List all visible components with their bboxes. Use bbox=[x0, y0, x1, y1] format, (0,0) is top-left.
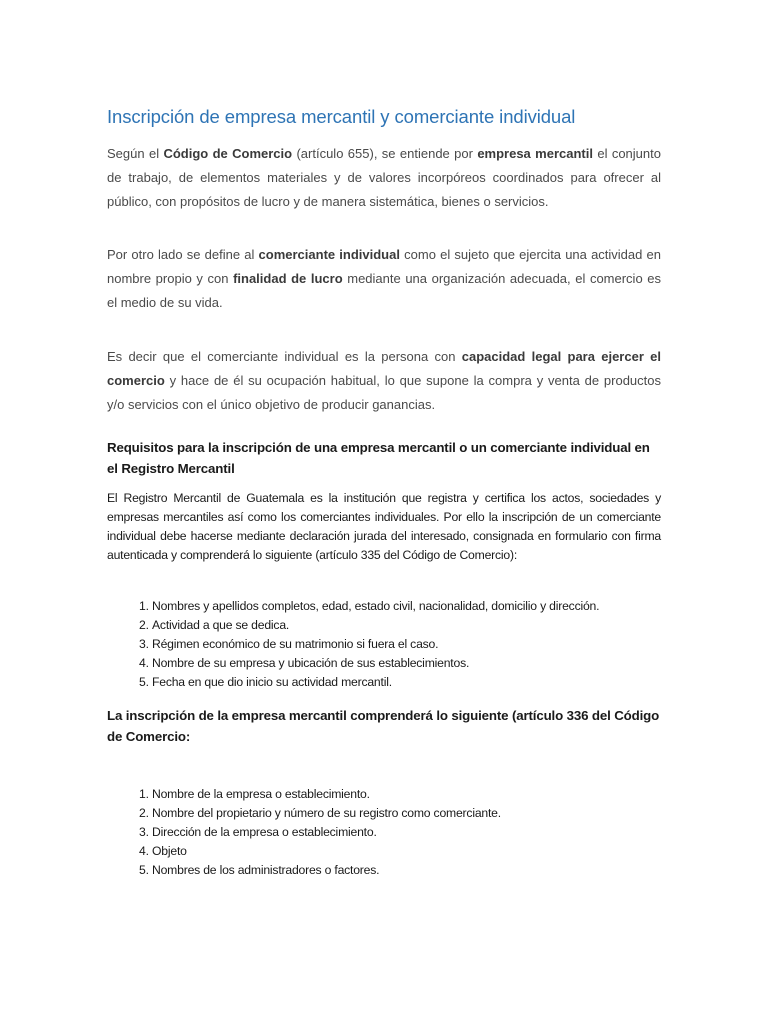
intro-paragraph-2 bbox=[107, 243, 661, 315]
intro-paragraph-1 bbox=[107, 142, 661, 214]
list-item: 4. Objeto bbox=[152, 842, 661, 861]
list-item: 4. Nombre de su empresa y ubicación de sus establecimientos. bbox=[152, 654, 661, 673]
bold-term: finalidad de lucro bbox=[233, 271, 343, 287]
list-item: 3. Dirección de la empresa o establecimiento. bbox=[152, 823, 661, 842]
bold-term: capacidad legal para ejercer el comercio bbox=[107, 349, 662, 389]
requisitos-list bbox=[107, 597, 661, 692]
bold-term: Código de Comercio bbox=[163, 146, 293, 162]
bold-term: empresa mercantil bbox=[477, 146, 593, 162]
text-segment: y hace de él su ocupación habitual, lo que supone la compra y venta de productos y/o servicios con el único objetivo de producir ganancias. bbox=[107, 373, 661, 413]
text-segment: como el sujeto que ejercita una actividad en nombre propio y con bbox=[107, 247, 662, 287]
page-title: Inscripción de empresa mercantil y comerciante individual bbox=[107, 106, 576, 127]
list-item: 1. Nombres y apellidos completos, edad, estado civil, nacionalidad, domicilio y dirección. bbox=[152, 597, 661, 616]
section-heading-requisitos: Requisitos para la inscripción de una empresa mercantil o un comerciante individual en el Registro Mercantil bbox=[107, 440, 650, 477]
text-segment: el conjunto de trabajo, de elementos materiales y de valores incorpóreos coordinados para ofrecer al público, con propósitos de lucro y de manera sistemática, bienes o servicios. bbox=[107, 146, 661, 210]
text-segment: Es decir que el comerciante individual es la persona con bbox=[107, 349, 462, 365]
bold-term: comerciante individual bbox=[258, 247, 400, 263]
text-segment: (artículo 655), se entiende por bbox=[292, 146, 478, 162]
list-item: 5. Fecha en que dio inicio su actividad mercantil. bbox=[152, 673, 661, 692]
empresa-list bbox=[107, 785, 661, 880]
list-item: 1. Nombre de la empresa o establecimiento. bbox=[152, 785, 661, 804]
text-segment: Según el bbox=[107, 146, 164, 162]
document-content bbox=[107, 106, 661, 893]
section-heading-empresa: La inscripción de la empresa mercantil comprenderá lo siguiente (artículo 336 del Código de Comercio: bbox=[107, 708, 660, 745]
list-item: 3. Régimen económico de su matrimonio si fuera el caso. bbox=[152, 635, 661, 654]
text-segment: mediante una organización adecuada, el comercio es el medio de su vida. bbox=[107, 271, 662, 311]
intro-paragraph-3 bbox=[107, 345, 661, 417]
list-item: 5. Nombres de los administradores o factores. bbox=[152, 861, 661, 880]
list-item: 2. Nombre del propietario y número de su registro como comerciante. bbox=[152, 804, 661, 823]
section-body-registro: El Registro Mercantil de Guatemala es la institución que registra y certifica los actos, sociedades y empresas mercantiles así como los comerciantes individuales. Por ello la inscripción de un comerciante individual debe hacerse mediante declaración jurada del interesado, consignada en formulario con firma autenticada y comprenderá lo siguiente (artículo 335 del Código de Comercio): bbox=[107, 491, 661, 563]
text-segment: Por otro lado se define al bbox=[107, 247, 259, 263]
list-item: 2. Actividad a que se dedica. bbox=[152, 616, 661, 635]
